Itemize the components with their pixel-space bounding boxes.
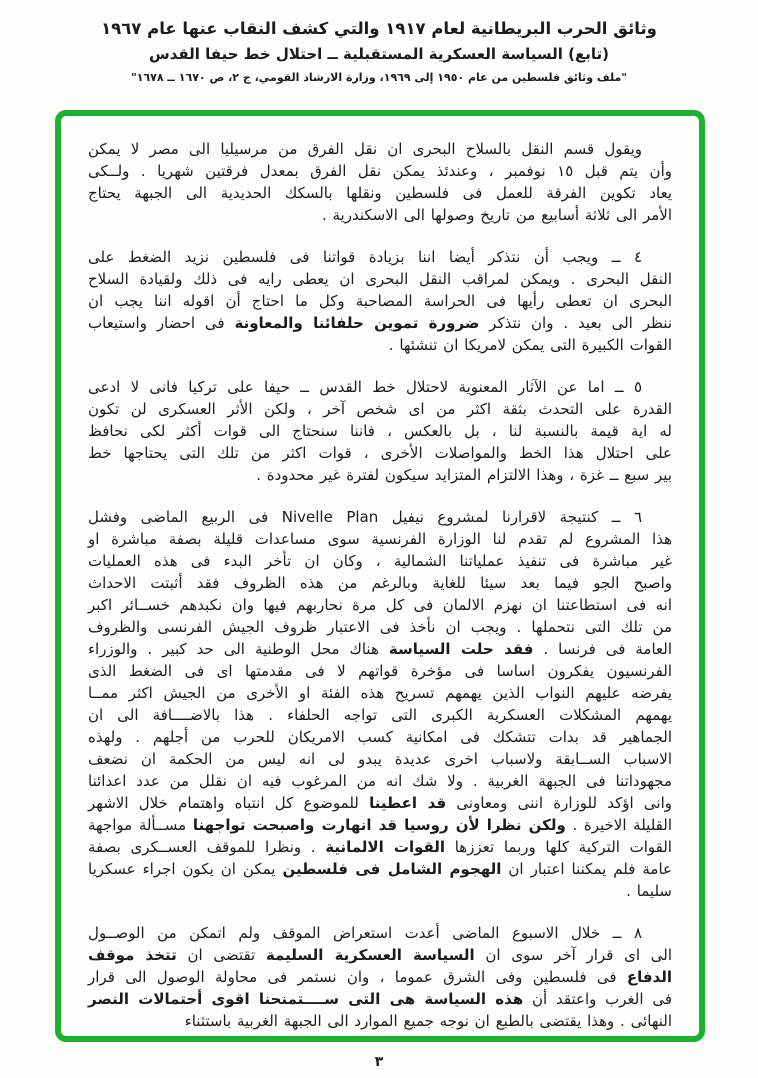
text-line — [88, 506, 672, 528]
text-line — [88, 682, 672, 704]
text-run: يفرضه عليهم النواب الذين يهمهم تسريح هذه الفئة او الأخرى من الجيش اكثر ممــا — [88, 684, 672, 702]
bold-text-run: هذه السياسة هى التى ســــتمنحنا اقوى أحتمالات النصر — [88, 990, 524, 1008]
text-run: النقل البحرى . ويمكن لمراقب النقل البحرى ان يعطى رايه فى ذلك ولقيادة السلاح — [88, 270, 672, 288]
text-line — [88, 616, 672, 638]
paragraph — [88, 376, 672, 486]
text-line — [88, 572, 672, 594]
text-run: فى الغرب واعتقد أن — [523, 990, 672, 1008]
green-border-frame — [55, 110, 705, 1042]
text-line — [88, 704, 672, 726]
text-run: عامة فلم يمكننا اعتبار ان — [501, 860, 672, 878]
text-line — [88, 638, 672, 660]
text-line — [88, 1010, 672, 1032]
text-run: مســألة مواجهة — [88, 816, 193, 834]
bold-text-run: ولكن نظرا لأن روسيا قد انهارت واصبحت تواجهنا — [192, 816, 566, 834]
text-line — [88, 944, 672, 966]
text-line — [88, 748, 672, 770]
bold-text-run: الدفاع — [626, 968, 672, 986]
text-run: الفرنسيون يفكرون اساسا فى مؤخرة قواتهم لا فى مقدمتها اى فى الضغط الذى — [88, 662, 672, 680]
text-line — [88, 398, 672, 420]
paragraph — [88, 922, 672, 1032]
text-run: وأن يتم قبل ١٥ نوفمبر ، وعندئذ يمكن نقل الفرق بمعدل فرقتين شهريا . ولــكى — [88, 162, 672, 180]
text-run: هناك محل الوطنية الى حد كبير . والوزراء — [88, 640, 389, 658]
text-run: البحرى ان تعطى رأيها فى الحراسة المصاحبة وكل ما احتاج أن اقوله اننا يجب ان — [88, 292, 672, 310]
bold-text-run: تتخذ موقف — [88, 946, 177, 964]
text-run: تقتضى ان — [176, 946, 266, 964]
paragraph — [88, 138, 672, 226]
text-line — [88, 268, 672, 290]
text-line — [88, 880, 672, 902]
text-run: سليما . — [626, 882, 672, 900]
text-body — [61, 116, 699, 1036]
header-source-citation: "ملف وثائق فلسطين من عام ١٩٥٠ إلى ١٩٦٩، وزارة الارشاد القومي، ج ٢، ص ١٦٧٠ ــ ١٦٧٨" — [130, 70, 627, 84]
text-line — [88, 204, 672, 226]
text-run: مجهوداتنا فى الجبهة الغربية . ولا شك انه من المرغوب فيه ان نقلل من عدد اعدائنا — [88, 772, 672, 790]
text-line — [88, 246, 672, 268]
text-line — [88, 594, 672, 616]
page-number: ٣ — [374, 1054, 384, 1070]
text-run: ٨ ــ خلال الاسبوع الماضى أعدت استعراض الموقف ولم اتمكن من الوصــول — [88, 924, 642, 942]
text-line — [88, 442, 672, 464]
text-run: العامة فى فرنسا . — [533, 640, 672, 658]
text-run: من تلك التى نتحملها . ويجب ان نأخذ فى الاعتبار ظروف الجيش الفرنسى والظروف — [88, 618, 672, 636]
text-run: القدرة على التحدث بثقة اكثر من اى شخص آخر ، ولكن الأثر العسكرى لن تكون — [88, 400, 672, 418]
text-run: فى فلسطين وفى الشرق عموما ، وان نستمر فى محاولة الوصول الى قرار — [88, 968, 627, 986]
text-line — [88, 726, 672, 748]
bold-text-run: الهجوم الشامل فى فلسطين — [282, 860, 502, 878]
text-run: يعاد تكوين الفرقة للعمل فى فلسطين ونقلها بالسكك الحديدية الى الجبهة يحتاج — [88, 184, 672, 202]
text-line — [88, 334, 672, 356]
text-run: ويقول قسم النقل بالسلاح البحرى ان نقل الفرق من مرسيليا الى مصر لا يمكن — [88, 140, 642, 158]
text-line — [88, 528, 672, 550]
text-line — [88, 376, 672, 398]
text-line — [88, 660, 672, 682]
text-run: القوات التركية كلها وربما تعززها — [445, 838, 672, 856]
text-run: الجماهير قد بدات تتشكك فى امكانية كسب الامريكان للحرب من أجلهم . ولهذه — [88, 728, 672, 746]
text-run: على احتلال هذا الخط والمواصلات الأخرى ، قوات اكثر من تلك التى يحتاجها خط — [88, 444, 672, 462]
text-line — [88, 922, 672, 944]
text-line — [88, 814, 672, 836]
text-line — [88, 182, 672, 204]
header-title: وثائق الحرب البريطانية لعام ١٩١٧ والتي كشف النقاب عنها عام ١٩٦٧ — [101, 19, 657, 38]
document-header — [0, 0, 758, 88]
text-run: . ونظرا للموقف العســكرى بصفة — [88, 838, 326, 856]
paragraph — [88, 506, 672, 902]
text-run: القليلة الاخيرة . — [565, 816, 672, 834]
bold-text-run: قد اعطينا — [369, 794, 447, 812]
bold-text-run: السياسة العسكرية السليمة — [265, 946, 475, 964]
text-run: هذا المشروع لم تقدم لنا الوزارة الفرنسية سوى مساعدات قليلة بصفة مباشرة او — [88, 530, 672, 548]
text-run: واصبح الجو فيما بعد سيئا للغاية وبالرغم من هذه الظروف فقد أثبتت الاحداث — [88, 574, 672, 592]
text-line — [88, 550, 672, 572]
text-run: ٥ ــ اما عن الآثار المعنوية لاحتلال خط القدس ــ حيفا على تركيا فانى لا ادعى — [88, 378, 642, 396]
text-run: وانى اؤكد للوزارة اننى ومعاونى — [446, 794, 673, 812]
text-run: فى احضار واستيعاب — [88, 314, 235, 332]
text-line — [88, 420, 672, 442]
text-line — [88, 312, 672, 334]
text-run: النهائى . وهذا يقتضى بالطبع ان نوجه جميع الموارد الى الجبهة الغربية باستثناء — [184, 1012, 672, 1030]
bold-text-run: ضرورة تموين حلفائنا والمعاونة — [234, 314, 480, 332]
text-run: غير مباشرة فى تنفيذ عملياتنا الشمالية ، وكان ان تأخر البدء فى هذه العمليات — [88, 552, 672, 570]
text-line — [88, 988, 672, 1010]
text-line — [88, 770, 672, 792]
text-run: ننظر الى بعيد . وان نتذكر — [479, 314, 672, 332]
paragraph — [88, 246, 672, 356]
text-run: القوات الكبيرة التى يمكن لامريكا ان تنشئها . — [388, 336, 672, 354]
header-subtitle: (تابع) السياسة العسكرية المستقبلية ــ احتلال خط حيفا القدس — [149, 45, 609, 64]
text-line — [88, 464, 672, 486]
text-line — [88, 792, 672, 814]
text-run: ٤ ــ ويجب أن نتذكر أيضا اننا بزيادة قواتنا فى فلسطين نزيد الضغط على — [88, 248, 642, 266]
text-run: بير سبع ــ غزة ، وهذا الالتزام المتزايد سيكون لفترة غير محدودة . — [256, 466, 672, 484]
text-line — [88, 836, 672, 858]
bold-text-run: فقد حلت السياسة — [388, 640, 534, 658]
text-line — [88, 160, 672, 182]
text-line — [88, 858, 672, 880]
text-run: له اية قيمة بالنسبة لنا ، بل بالعكس ، فاننا سنحتاج الى قوات أكثر لكى نحافظ — [88, 422, 672, 440]
text-run: يمكن ان يكون اجراء عسكريا — [88, 860, 283, 878]
text-run: للموضوع كل انتباه واهتمام خلال الاشهر — [88, 794, 370, 812]
text-run: يهمهم المشكلات العسكرية الكبرى التى تواجه الحلفاء . هذا بالاضــــافة الى ان — [88, 706, 672, 724]
text-line — [88, 138, 672, 160]
text-line — [88, 966, 672, 988]
text-run: انه فى استطاعتنا ان نهزم الالمان فى كل مرة نحاربهم فيها وان نكبدهم خســائر اكبر — [88, 596, 672, 614]
text-run: ٦ ــ كنتيجة لاقرارنا لمشروع نيفيل Nivelle Plan فى الربيع الماضى وفشل — [88, 508, 642, 526]
text-line — [88, 290, 672, 312]
text-run: الاسباب الســابقة ولاسباب اخرى عديدة يبدو لى انه ليس من الحكمة ان نضعف — [88, 750, 672, 768]
bold-text-run: القوات الالمانية — [325, 838, 446, 856]
text-run: الى اى قرار آخر سوى ان — [474, 946, 672, 964]
text-run: الأمر الى ثلاثة أسابيع من تاريخ وصولها الى الاسكندرية . — [321, 206, 672, 224]
